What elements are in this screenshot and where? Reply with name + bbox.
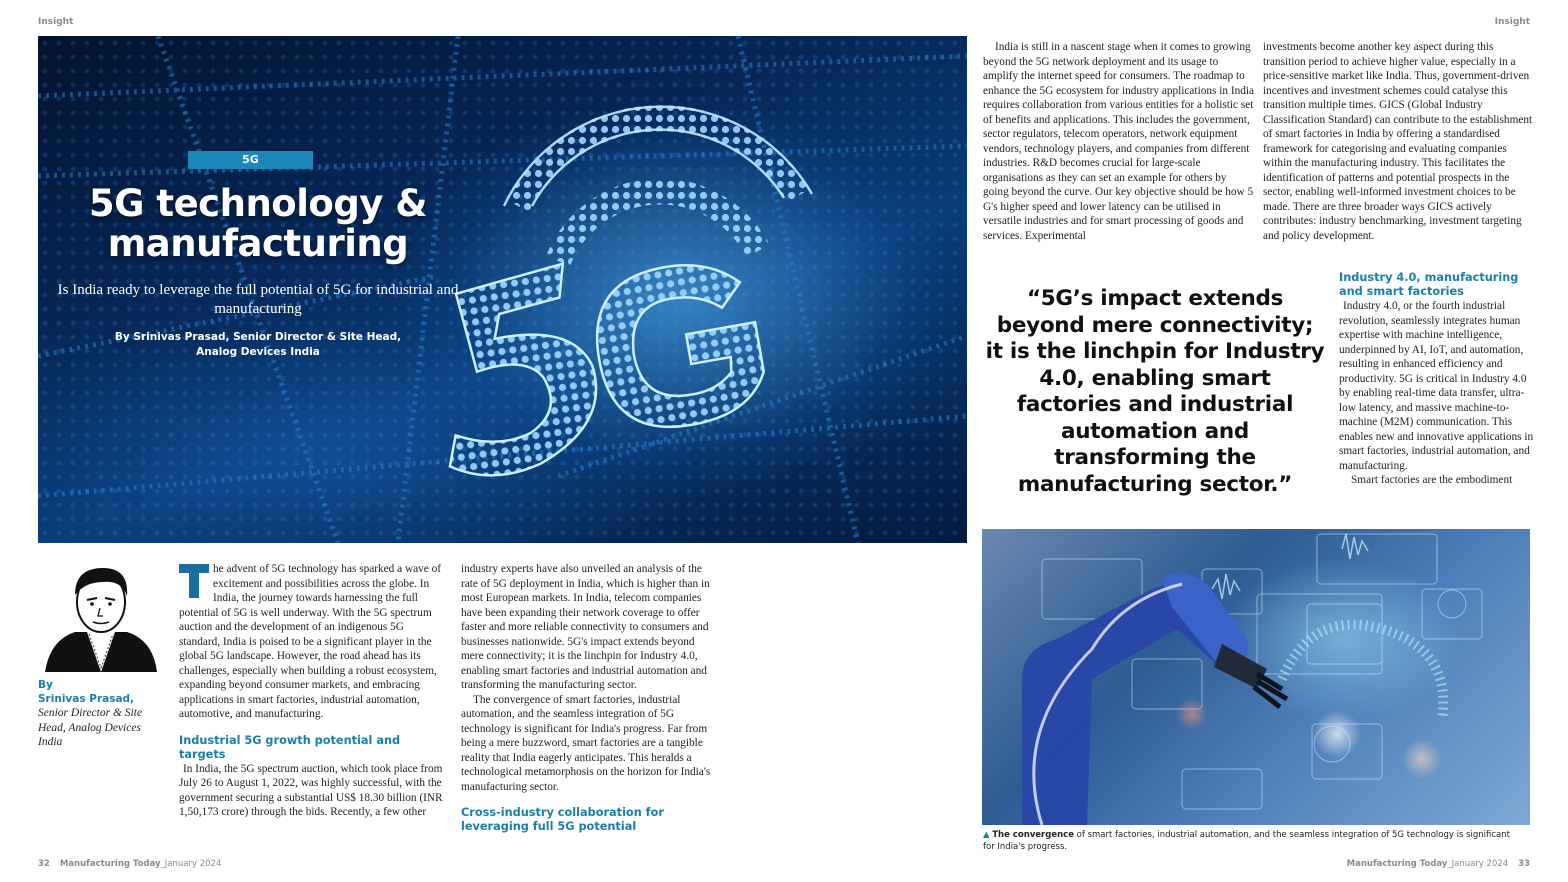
subheading-industry-4: Industry 4.0, manufacturing and smart factories [1339,271,1519,298]
paragraph: Industry 4.0, or the fourth industrial revolution, seamlessly integrates human expertise with machine intelligence, underpinned by AI, IoT, and automation, resulting in enhanced efficiency and productivity. 5G is critical in Industry 4.0 by enabling real-time data transfer, ultra-low latency, and massive machine-to-machine (M2M) communication. This enables new and innovative applications in smart factories, industrial automation, and manufacturing. [1339,300,1534,472]
paragraph: he advent of 5G technology has sparked a wave of excitement and possibilities across the globe. In India, the journey towards harnessing the full potential of 5G is well underway. With the 5G spectrum auction and the development of an indigenous 5G standard, India is poised to be a significant player in the global 5G landscape. However, the road ahead has its challenges, especially when building a robust ecosystem, expanding beyond consumer markets, and embracing applications in smart factories, industrial automation, automotive, and manufacturing. [179,563,442,720]
right-column-2 [1263,40,1533,243]
paragraph: industry experts have also unveiled an analysis of the rate of 5G deployment in India, which is higher than in most European markets. In India, telecom companies have been expanding their network coverage to offer faster and more reliable connectivity to consumers and businesses nationwide. 5G's impact extends beyond mere connectivity; it is the linchpin for Industry 4.0, enabling smart factories and industrial automation and transforming the manufacturing sector. [461,563,710,691]
category-tag: 5G [188,151,313,169]
paragraph: The convergence of smart factories, industrial automation, and the seamless integration of 5G technology is significant for India's progress. Far from being a mere buzzword, smart factories are a tangible reality that India eagerly anticipates. This heralds a technological metamorphosis on the horizon for India's manufacturing sector. [461,693,711,793]
caption-bold: The convergence [992,830,1074,840]
caption-text: of smart factories, industrial automation, and the seamless integration of 5G technology is significant for India's progress. [983,830,1510,852]
author-by: By [38,679,53,691]
right-column-3 [1339,271,1534,488]
article-byline: By Srinivas Prasad, Senior Director & Site Head, Analog Devices India [114,331,402,358]
footer-left [38,859,221,869]
author-role: Senior Director & Site Head, Analog Devices India [38,707,143,748]
publication-name: Manufacturing Today [59,859,161,869]
paragraph: India is still in a nascent stage when it comes to growing beyond the 5G network deployment and its usage to amplify the internet speed for consumers. The roadmap to enhance the 5G ecosystem for industry applications in India requires collaboration from various entities for a holistic set of benefits and applications. This includes the government, sector regulators, telecom operators, network equipment vendors, technology players, and companies from different industries. R&D becomes crucial for large-scale organisations as they can set an example for others by going beyond the curve. Our key objective should be how 5 G's higher speed and lower latency can be utilised in versatile industries and for smart processing of goods and services. Experimental [983,41,1255,242]
image-caption [983,829,1523,853]
author-box [38,678,163,750]
page-number-right: 33 [1518,859,1530,869]
paragraph: Smart factories are the embodiment [1351,474,1513,486]
robotic-arm-icon [982,529,1530,825]
robot-arm-image [982,529,1530,825]
author-portrait [45,560,157,672]
author-name: Srinivas Prasad, [38,693,135,705]
publication-name: Manufacturing Today [1346,859,1448,869]
issue-date: _January 2024 [160,859,222,869]
article-subtitle: Is India ready to leverage the full potential of 5G for industrial and manufacturing [57,282,459,317]
section-label-right: Insight [1494,17,1530,27]
paragraph: investments become another key aspect during this transition period to achieve higher value, especially in a price-sensitive market like India. Thus, government-driven incentives and investment schemes could catalyse this transition multiple times. GICS (Global Industry Classification Standard) can contribute to the establishment of smart factories in India by offering a standardised framework for categorising and evaluating companies within the manufacturing industry. This facilitates the identification of patterns and potential prospects in the sector, enabling well-informed investment choices to be made. There are three broader ways GICS actively contributes: industry benchmarking, investment targeting and policy development. [1263,41,1533,242]
subheading-industrial-5g: Industrial 5G growth potential and targets [179,733,401,761]
article-title: 5G technology & manufacturing [88,182,428,265]
body-column-2 [461,562,717,834]
page-number-left: 32 [38,859,50,869]
caption-triangle-icon: ▲ [983,830,990,840]
footer-right [1347,859,1530,869]
pull-quote: “5G’s impact extends beyond mere connectivity; it is the linchpin for Industry 4.0, enabling smart factories and industrial automation and transforming the manufacturing sector.” [985,286,1325,497]
subheading-cross-industry: Cross-industry collaboration for leveraging full 5G potential [461,806,664,833]
right-column-1 [983,40,1255,243]
issue-date: _January 2024 [1447,859,1509,869]
body-column-1 [179,562,443,820]
hero-image [38,36,967,543]
section-label-left: Insight [38,17,74,27]
paragraph: In India, the 5G spectrum auction, which took place from July 26 to August 1, 2022, was highly successful, with the government securing a substantial US$ 18.30 billion (INR 1,50,173 crore) through the bids. Recently, a few other [179,762,443,818]
dropcap-t [179,564,209,598]
